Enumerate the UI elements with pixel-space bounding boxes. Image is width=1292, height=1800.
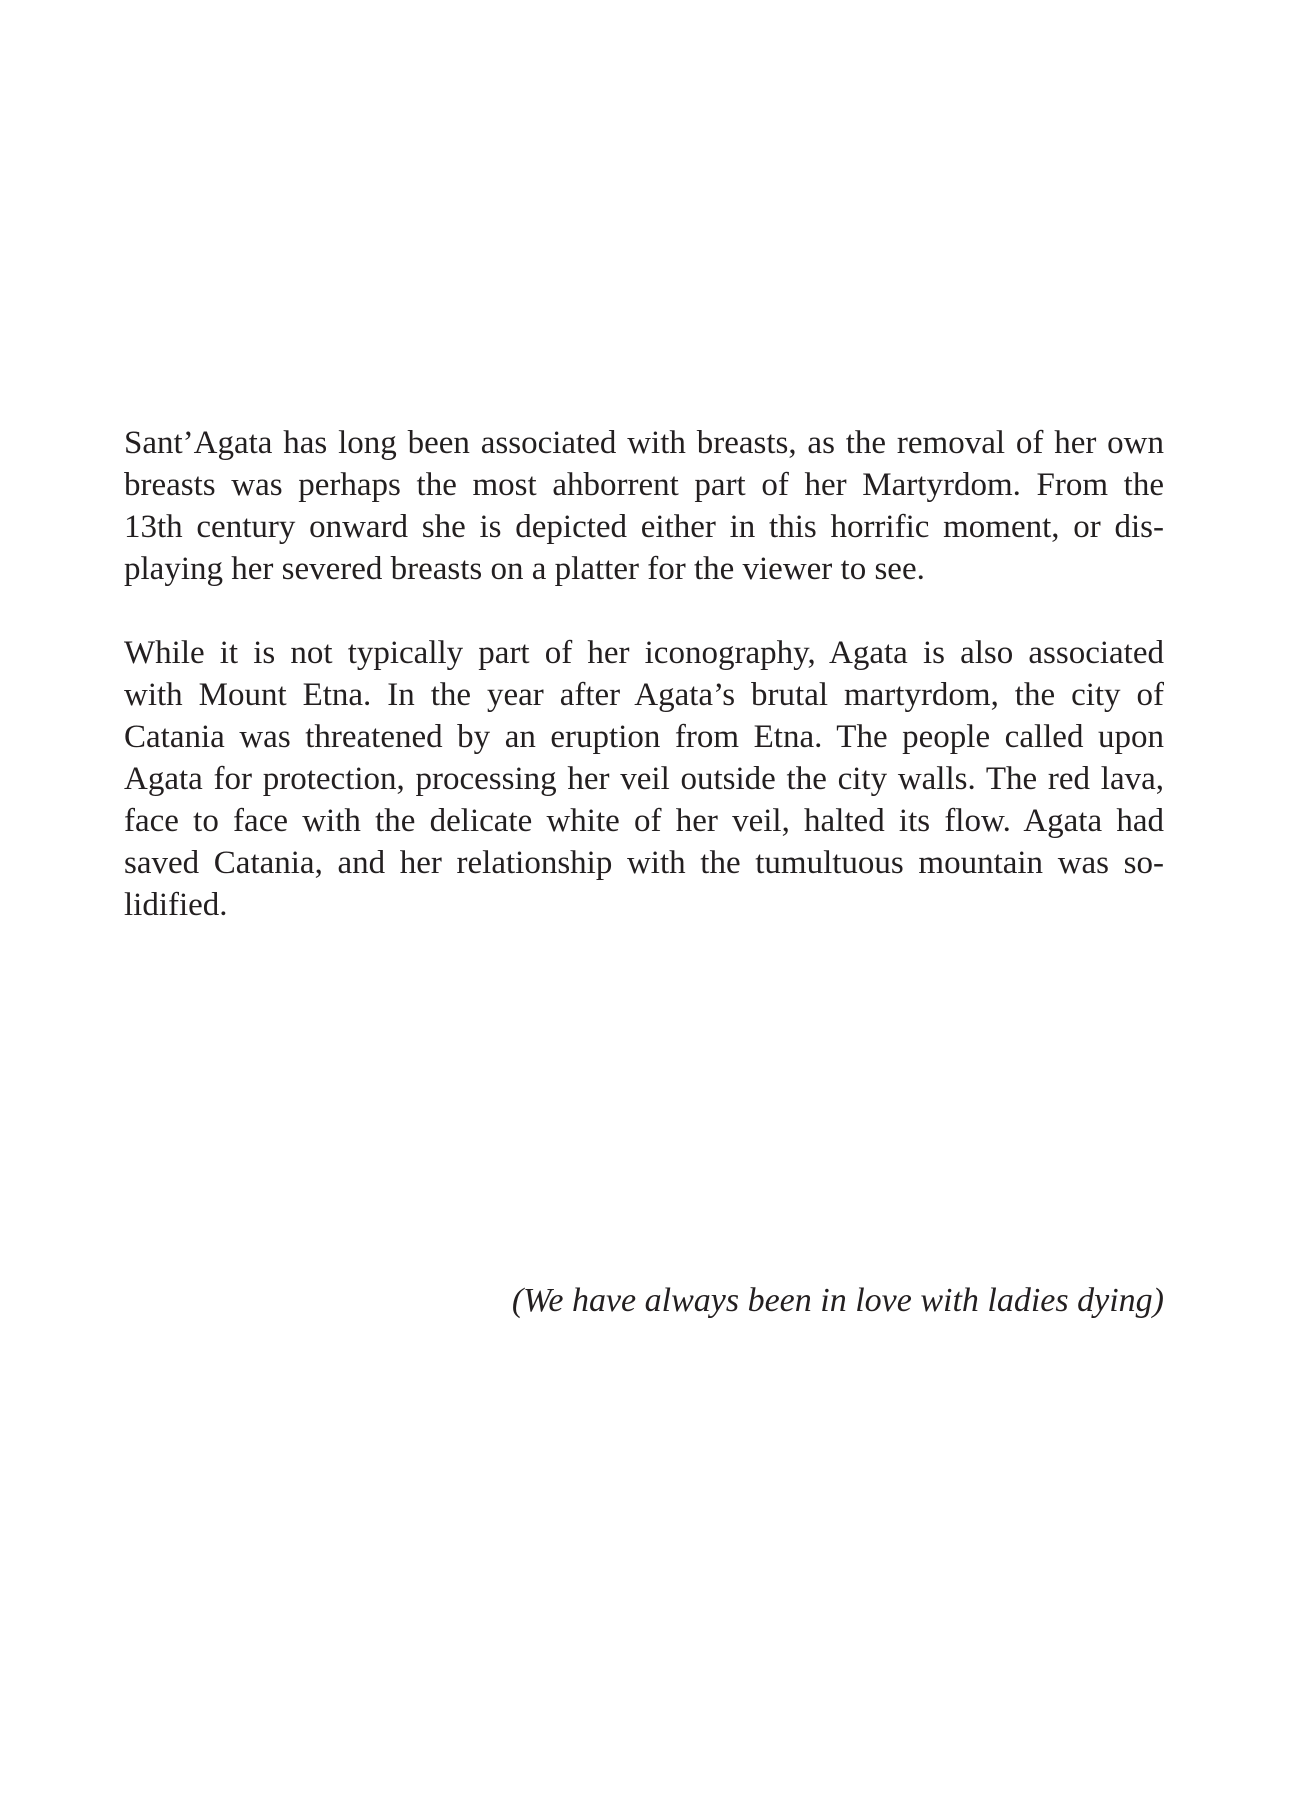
text-line: with Mount Etna. In the year after Agata’s brutal martyrdom, the city of [124,677,1164,713]
text-line: face to face with the delicate white of her veil, halted its flow. Agata had [124,803,1164,839]
text-line: While it is not typically part of her iconography, Agata is also associated [124,635,1164,671]
text-line: lidified. [124,887,228,923]
paragraph-mount-etna [124,632,1164,926]
text-line: Agata for protection, processing her veil outside the city walls. The red lava, [124,761,1164,797]
text-line: Sant’Agata has long been associated with breasts, as the removal of her own [124,425,1164,461]
epigraph-quote: (We have always been in love with ladies dying) [511,1282,1164,1319]
text-line: breasts was perhaps the most ahborrent part of her Martyrdom. From the [124,467,1164,503]
text-line: 13th century onward she is depicted either in this horrific moment, or dis- [124,509,1164,545]
text-line: playing her severed breasts on a platter for the viewer to see. [124,551,925,587]
paragraph-agata-breasts [124,422,1164,590]
text-line: saved Catania, and her relationship with the tumultuous mountain was so- [124,845,1164,881]
text-line: Catania was threatened by an eruption from Etna. The people called upon [124,719,1164,755]
